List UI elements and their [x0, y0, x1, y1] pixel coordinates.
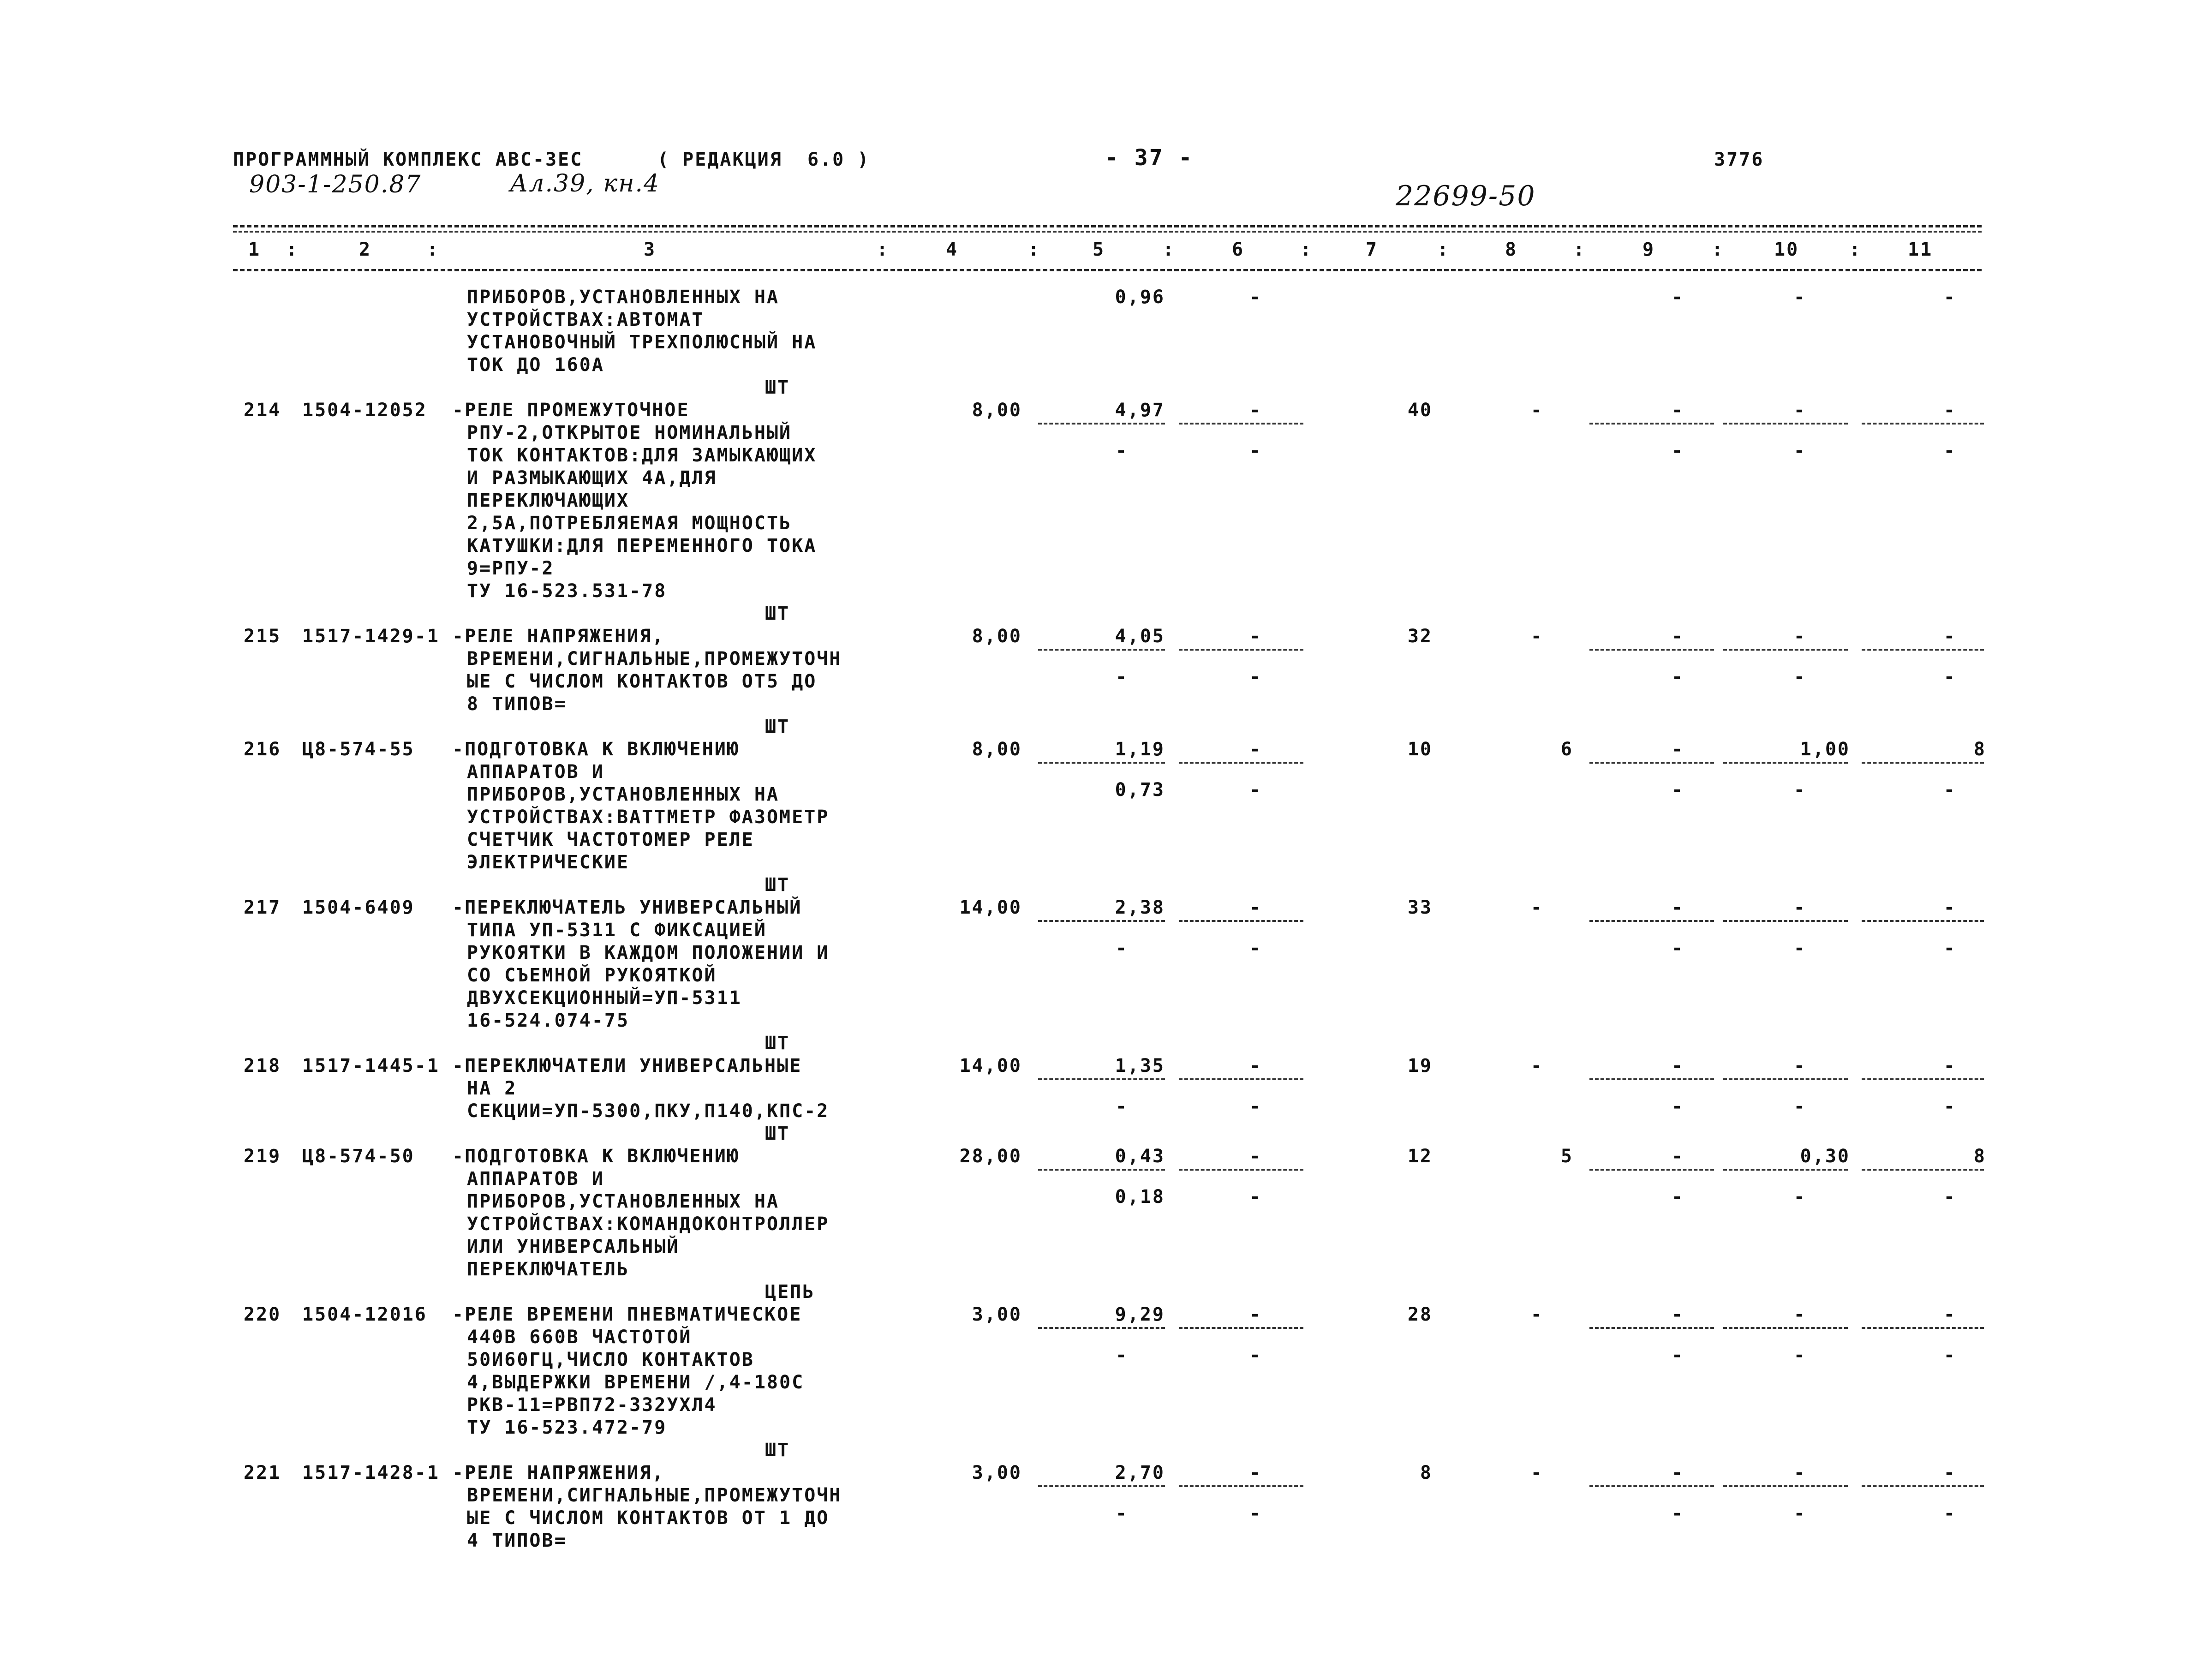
cell-divider: [1862, 423, 1984, 424]
value-c9b: -: [1671, 779, 1684, 801]
value-c10: -: [1793, 1462, 1806, 1483]
cell-divider: [1862, 1327, 1984, 1329]
value-c10b: -: [1793, 666, 1806, 688]
cell-divider: [1179, 1485, 1303, 1487]
description-line: СЕКЦИИ=УП-5300,ПКУ,П140,КПС-2: [467, 1100, 830, 1122]
cell-divider: [1723, 423, 1848, 424]
value-c10: -: [1793, 626, 1806, 647]
description-line: РКВ-11=РВП72-332УХЛ4: [467, 1394, 717, 1416]
description-line: ПЕРЕКЛЮЧАТЕЛЬ: [467, 1259, 630, 1280]
value-c9: -: [1671, 400, 1684, 421]
value-c10: 0,30: [1800, 1146, 1850, 1167]
description-line: ВРЕМЕНИ,СИГНАЛЬНЫЕ,ПРОМЕЖУТОЧН: [467, 1485, 842, 1506]
description-line: РПУ-2,ОТКРЫТОЕ НОМИНАЛЬНЫЙ: [467, 422, 792, 443]
value-c9b: -: [1671, 666, 1684, 688]
cell-divider: [1589, 762, 1714, 764]
value-c6b: -: [1249, 1096, 1262, 1117]
value-c5b: -: [1115, 938, 1128, 959]
description-line: ДВУХСЕКЦИОННЫЙ=УП-5311: [467, 987, 742, 1009]
col-6: 6: [1232, 239, 1245, 260]
value-c5b: -: [1115, 1345, 1128, 1366]
col-sep: :: [427, 239, 440, 260]
col-sep: :: [1300, 239, 1313, 260]
value-c5: 1,19: [1115, 739, 1165, 760]
col-8: 8: [1505, 239, 1518, 260]
value-c10: -: [1793, 897, 1806, 918]
description-line: -РЕЛЕ ВРЕМЕНИ ПНЕВМАТИЧЕСКОЕ: [452, 1304, 802, 1325]
value-c9: -: [1671, 1304, 1684, 1325]
header-rule-top-2: [233, 231, 1982, 233]
value-c8: -: [1530, 897, 1543, 918]
value-c8: -: [1530, 400, 1543, 421]
row-number: 220: [244, 1304, 281, 1325]
cell-divider: [1723, 1078, 1848, 1080]
value-c11b: -: [1943, 1345, 1956, 1366]
description-line: УСТРОЙСТВАХ:КОМАНДОКОНТРОЛЛЕР: [467, 1214, 830, 1235]
description-line: ТУ 16-523.472-79: [467, 1417, 667, 1438]
cell-divider: [1723, 920, 1848, 922]
description-line: ЫЕ С ЧИСЛОМ КОНТАКТОВ ОТ5 ДО: [467, 671, 817, 692]
row-code: 1504-12052: [302, 400, 427, 421]
value-c5: 0,96: [1115, 287, 1165, 308]
description-line: 440В 660В ЧАСТОТОЙ: [467, 1327, 692, 1348]
value-c6b: -: [1249, 1345, 1262, 1366]
description-line: РУКОЯТКИ В КАЖДОМ ПОЛОЖЕНИИ И: [467, 942, 830, 963]
description-line: НА 2: [467, 1078, 517, 1099]
value-c5b: -: [1115, 440, 1128, 461]
handwritten-ref: 903-1-250.87: [249, 171, 422, 198]
value-c11: -: [1943, 1304, 1956, 1325]
value-c9b: -: [1671, 938, 1684, 959]
unit-label: ЦЕПЬ: [765, 1281, 815, 1303]
cell-divider: [1589, 649, 1714, 651]
cell-divider: [1862, 649, 1984, 651]
handwritten-number: 22699-50: [1396, 180, 1536, 212]
cell-divider: [1179, 1078, 1303, 1080]
col-1: 1: [248, 239, 261, 260]
description-line: -РЕЛЕ НАПРЯЖЕНИЯ,: [452, 1462, 665, 1483]
row-number: 218: [244, 1055, 281, 1076]
value-c5b: -: [1115, 1096, 1128, 1117]
cell-divider: [1038, 1169, 1165, 1171]
value-c11: -: [1943, 626, 1956, 647]
unit-label: ШТ: [765, 874, 790, 896]
value-c6: -: [1249, 1146, 1262, 1167]
row-code: Ц8-574-50: [302, 1146, 415, 1167]
value-c9: -: [1671, 1055, 1684, 1076]
col-sep: :: [1712, 239, 1725, 260]
value-c6: -: [1249, 287, 1262, 308]
value-c6: -: [1249, 897, 1262, 918]
col-4: 4: [946, 239, 959, 260]
value-c11b: -: [1943, 1503, 1956, 1524]
col-5: 5: [1093, 239, 1105, 260]
header-rule-top: [233, 225, 1982, 227]
value-c4: 3,00: [972, 1462, 1022, 1483]
cell-divider: [1589, 1078, 1714, 1080]
description-line: ТОК ДО 160А: [467, 354, 604, 376]
description-line: КАТУШКИ:ДЛЯ ПЕРЕМЕННОГО ТОКА: [467, 535, 817, 556]
value-c6: -: [1249, 739, 1262, 760]
value-c11: -: [1943, 897, 1956, 918]
value-c6b: -: [1249, 666, 1262, 688]
description-line: 4,ВЫДЕРЖКИ ВРЕМЕНИ /,4-180С: [467, 1372, 805, 1393]
cell-divider: [1038, 1078, 1165, 1080]
description-line: ПРИБОРОВ,УСТАНОВЛЕННЫХ НА: [467, 784, 780, 805]
program-title: ПРОГРАММНЫЙ КОМПЛЕКС АВС-3ЕС: [233, 149, 583, 170]
cell-divider: [1862, 1485, 1984, 1487]
value-c6: -: [1249, 626, 1262, 647]
description-line: -РЕЛЕ НАПРЯЖЕНИЯ,: [452, 626, 665, 647]
value-c10: -: [1793, 287, 1806, 308]
cell-divider: [1589, 1169, 1714, 1171]
value-c9: -: [1671, 1146, 1684, 1167]
value-c11b: -: [1943, 1096, 1956, 1117]
value-c7: 28: [1407, 1304, 1433, 1325]
value-c5b: -: [1115, 1503, 1128, 1524]
description-line: ТИПА УП-5311 С ФИКСАЦИЕЙ: [467, 920, 767, 941]
value-c6: -: [1249, 1304, 1262, 1325]
unit-label: ШТ: [765, 1440, 790, 1461]
cell-divider: [1589, 1485, 1714, 1487]
value-c7: 32: [1407, 626, 1433, 647]
row-code: 1504-12016: [302, 1304, 427, 1325]
value-c11: -: [1943, 1055, 1956, 1076]
cell-divider: [1179, 1169, 1303, 1171]
value-c7: 12: [1407, 1146, 1433, 1167]
description-line: 4 ТИПОВ=: [467, 1530, 567, 1551]
row-code: Ц8-574-55: [302, 739, 415, 760]
description-line: ТОК КОНТАКТОВ:ДЛЯ ЗАМЫКАЮЩИХ: [467, 445, 817, 466]
col-11: 11: [1908, 239, 1933, 260]
description-line: ИЛИ УНИВЕРСАЛЬНЫЙ: [467, 1236, 680, 1257]
value-c8: -: [1530, 1304, 1543, 1325]
description-line: ЭЛЕКТРИЧЕСКИЕ: [467, 852, 630, 873]
cell-divider: [1723, 762, 1848, 764]
unit-label: ШТ: [765, 1123, 790, 1144]
cell-divider: [1862, 920, 1984, 922]
cell-divider: [1038, 1485, 1165, 1487]
document-code: 3776: [1714, 149, 1764, 170]
value-c6b: -: [1249, 938, 1262, 959]
value-c8: 6: [1560, 739, 1573, 760]
cell-divider: [1038, 423, 1165, 424]
value-c9: -: [1671, 626, 1684, 647]
value-c7: 10: [1407, 739, 1433, 760]
description-line: -ПОДГОТОВКА К ВКЛЮЧЕНИЮ: [452, 1146, 740, 1167]
value-c8: -: [1530, 626, 1543, 647]
value-c6: -: [1249, 1055, 1262, 1076]
cell-divider: [1589, 920, 1714, 922]
unit-label: ШТ: [765, 716, 790, 737]
description-line: -ПЕРЕКЛЮЧАТЕЛИ УНИВЕРСАЛЬНЫЕ: [452, 1055, 802, 1076]
value-c11: 8: [1973, 1146, 1986, 1167]
value-c4: 14,00: [959, 897, 1022, 918]
description-line: СЧЕТЧИК ЧАСТОТОМЕР РЕЛЕ: [467, 829, 754, 850]
description-line: СО СЪЕМНОЙ РУКОЯТКОЙ: [467, 965, 717, 986]
value-c5b: 0,18: [1115, 1186, 1165, 1208]
value-c7: 19: [1407, 1055, 1433, 1076]
value-c7: 8: [1420, 1462, 1433, 1483]
description-line: 9=РПУ-2: [467, 558, 555, 579]
cell-divider: [1038, 649, 1165, 651]
col-sep: :: [286, 239, 299, 260]
description-line: АППАРАТОВ И: [467, 761, 604, 783]
value-c11b: -: [1943, 666, 1956, 688]
cell-divider: [1038, 1327, 1165, 1329]
value-c10b: -: [1793, 440, 1806, 461]
value-c6b: -: [1249, 1503, 1262, 1524]
cell-divider: [1862, 1169, 1984, 1171]
description-line: 8 ТИПОВ=: [467, 694, 567, 715]
row-number: 221: [244, 1462, 281, 1483]
description-line: УСТРОЙСТВАХ:ВАТТМЕТР ФАЗОМЕТР: [467, 807, 830, 828]
cell-divider: [1589, 1327, 1714, 1329]
cell-divider: [1038, 920, 1165, 922]
description-line: -РЕЛЕ ПРОМЕЖУТОЧНОЕ: [452, 400, 690, 421]
value-c5b: -: [1115, 666, 1128, 688]
cell-divider: [1589, 423, 1714, 424]
row-code: 1504-6409: [302, 897, 415, 918]
value-c4: 8,00: [972, 739, 1022, 760]
value-c9b: -: [1671, 1186, 1684, 1208]
row-number: 216: [244, 739, 281, 760]
value-c6: -: [1249, 400, 1262, 421]
value-c10b: -: [1793, 1186, 1806, 1208]
description-line: -ПОДГОТОВКА К ВКЛЮЧЕНИЮ: [452, 739, 740, 760]
value-c9b: -: [1671, 440, 1684, 461]
value-c9: -: [1671, 897, 1684, 918]
value-c10: 1,00: [1800, 739, 1850, 760]
value-c10: -: [1793, 1055, 1806, 1076]
value-c9b: -: [1671, 1096, 1684, 1117]
description-line: И РАЗМЫКАЮЩИХ 4А,ДЛЯ: [467, 467, 717, 489]
cell-divider: [1038, 762, 1165, 764]
value-c9: -: [1671, 287, 1684, 308]
unit-label: ШТ: [765, 377, 790, 398]
value-c5: 0,43: [1115, 1146, 1165, 1167]
value-c11: -: [1943, 287, 1956, 308]
cell-divider: [1862, 762, 1984, 764]
col-9: 9: [1643, 239, 1655, 260]
col-7: 7: [1366, 239, 1379, 260]
row-code: 1517-1429-1: [302, 626, 440, 647]
col-2: 2: [359, 239, 372, 260]
value-c10b: -: [1793, 938, 1806, 959]
row-code: 1517-1445-1: [302, 1055, 440, 1076]
description-line: ПРИБОРОВ,УСТАНОВЛЕННЫХ НА: [467, 287, 780, 308]
value-c4: 8,00: [972, 626, 1022, 647]
header-rule-bottom: [233, 269, 1982, 271]
value-c7: 33: [1407, 897, 1433, 918]
col-sep: :: [877, 239, 890, 260]
cell-divider: [1723, 1327, 1848, 1329]
value-c7: 40: [1407, 400, 1433, 421]
value-c10b: -: [1793, 1096, 1806, 1117]
value-c8: -: [1530, 1055, 1543, 1076]
cell-divider: [1723, 649, 1848, 651]
value-c11b: -: [1943, 1186, 1956, 1208]
value-c5b: 0,73: [1115, 779, 1165, 801]
value-c4: 3,00: [972, 1304, 1022, 1325]
row-number: 214: [244, 400, 281, 421]
value-c11: -: [1943, 400, 1956, 421]
value-c5: 9,29: [1115, 1304, 1165, 1325]
value-c10b: -: [1793, 1345, 1806, 1366]
edition-label: ( РЕДАКЦИЯ 6.0 ): [657, 149, 870, 170]
cell-divider: [1179, 649, 1303, 651]
description-line: УСТРОЙСТВАХ:АВТОМАТ: [467, 309, 705, 330]
value-c4: 8,00: [972, 400, 1022, 421]
value-c4: 14,00: [959, 1055, 1022, 1076]
cell-divider: [1723, 1169, 1848, 1171]
description-line: ПЕРЕКЛЮЧАЮЩИХ: [467, 490, 630, 511]
description-line: -ПЕРЕКЛЮЧАТЕЛЬ УНИВЕРСАЛЬНЫЙ: [452, 897, 802, 918]
row-number: 215: [244, 626, 281, 647]
value-c11: -: [1943, 1462, 1956, 1483]
cell-divider: [1862, 1078, 1984, 1080]
value-c9b: -: [1671, 1345, 1684, 1366]
col-10: 10: [1774, 239, 1799, 260]
value-c11b: -: [1943, 938, 1956, 959]
description-line: 16-524.074-75: [467, 1010, 630, 1031]
description-line: 50И60ГЦ,ЧИСЛО КОНТАКТОВ: [467, 1349, 754, 1370]
value-c6b: -: [1249, 779, 1262, 801]
cell-divider: [1179, 920, 1303, 922]
value-c5: 4,97: [1115, 400, 1165, 421]
value-c10: -: [1793, 400, 1806, 421]
description-line: 2,5А,ПОТРЕБЛЯЕМАЯ МОЩНОСТЬ: [467, 513, 792, 534]
col-3: 3: [644, 239, 657, 260]
description-line: ПРИБОРОВ,УСТАНОВЛЕННЫХ НА: [467, 1191, 780, 1212]
unit-label: ШТ: [765, 603, 790, 624]
value-c4: 28,00: [959, 1146, 1022, 1167]
value-c6b: -: [1249, 1186, 1262, 1208]
value-c6b: -: [1249, 440, 1262, 461]
col-sep: :: [1163, 239, 1176, 260]
row-code: 1517-1428-1: [302, 1462, 440, 1483]
value-c5: 2,70: [1115, 1462, 1165, 1483]
row-number: 219: [244, 1146, 281, 1167]
value-c9: -: [1671, 739, 1684, 760]
handwritten-sheet: Ал.39, кн.4: [510, 170, 660, 197]
value-c5: 1,35: [1115, 1055, 1165, 1076]
value-c9b: -: [1671, 1503, 1684, 1524]
value-c5: 2,38: [1115, 897, 1165, 918]
description-line: ВРЕМЕНИ,СИГНАЛЬНЫЕ,ПРОМЕЖУТОЧН: [467, 648, 842, 670]
cell-divider: [1179, 423, 1303, 424]
cell-divider: [1179, 762, 1303, 764]
col-sep: :: [1028, 239, 1041, 260]
value-c10b: -: [1793, 1503, 1806, 1524]
value-c11b: -: [1943, 440, 1956, 461]
col-sep: :: [1573, 239, 1586, 260]
value-c9: -: [1671, 1462, 1684, 1483]
value-c11: 8: [1973, 739, 1986, 760]
col-sep: :: [1849, 239, 1862, 260]
cell-divider: [1179, 1327, 1303, 1329]
cell-divider: [1723, 1485, 1848, 1487]
value-c8: -: [1530, 1462, 1543, 1483]
col-sep: :: [1437, 239, 1450, 260]
value-c8: 5: [1560, 1146, 1573, 1167]
row-number: 217: [244, 897, 281, 918]
description-line: ЫЕ С ЧИСЛОМ КОНТАКТОВ ОТ 1 ДО: [467, 1507, 830, 1529]
value-c10: -: [1793, 1304, 1806, 1325]
unit-label: ШТ: [765, 1033, 790, 1054]
value-c5: 4,05: [1115, 626, 1165, 647]
description-line: АППАРАТОВ И: [467, 1168, 604, 1190]
description-line: ТУ 16-523.531-78: [467, 580, 667, 602]
value-c11b: -: [1943, 779, 1956, 801]
value-c6: -: [1249, 1462, 1262, 1483]
value-c10b: -: [1793, 779, 1806, 801]
description-line: УСТАНОВОЧНЫЙ ТРЕХПОЛЮСНЫЙ НА: [467, 332, 817, 353]
page-number: - 37 -: [1105, 145, 1194, 171]
